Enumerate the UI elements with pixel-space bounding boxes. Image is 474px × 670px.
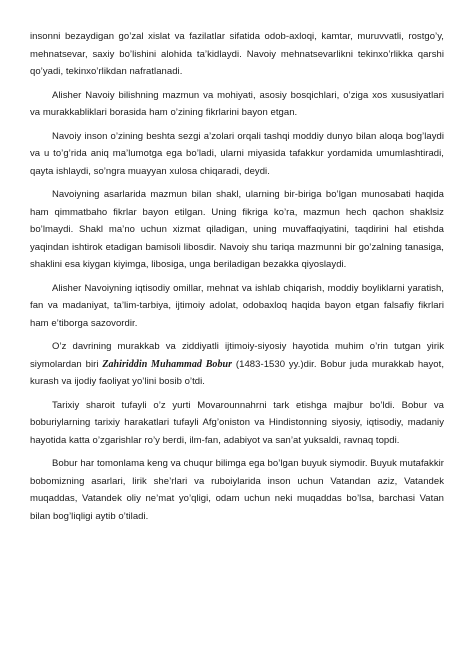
paragraph-6-before: O’z davrining murakkab va ziddiyatli ijtimoiy-siyosiy hayotida muhim o’rin tutgan yirik siymolardan biri <box>30 341 444 370</box>
document-page <box>30 28 444 531</box>
paragraph-6 <box>30 338 444 391</box>
paragraph-3: Navoiy inson o’zining beshta sezgi a’zolari orqali tashqi moddiy dunyo bilan aloqa bog’laydi va u to’g’rida aniq ma’lumotga ega bo’ladi, ularni miyasida tafakkur yordamida umumlashtiradi, qayta ishlaydi, so’ngra muayyan xulosa chiqaradi, deydi. <box>30 130 444 177</box>
paragraph-2: Alisher Navoiy bilishning mazmun va mohiyati, asosiy bosqichlari, o’ziga xos xususiyatlari va murakkabliklari borasida ham o’zining fikrlarini bayon etgan. <box>30 89 444 118</box>
paragraph-7: Tarixiy sharoit tufayli o’z yurti Movarounnahrni tark etishga majbur bo’ldi. Bobur va boburiylarning tarixiy harakatlari tufayli Afg’oniston va Hindistonning siyosiy, iqtisodiy, madaniy hayotida katta o’zgarishlar ro’y berdi, ilm-fan, adabiyot va san’at yuksaldi, ravnaq topdi. <box>30 399 444 446</box>
paragraph-5: Alisher Navoiyning iqtisodiy omillar, mehnat va ishlab chiqarish, moddiy boyliklarni yaratish, fan va madaniyat, ta’lim-tarbiya, ijtimoiy adolat, odobaxloq haqida bayon etgan falsafiy fikrlari ham e’tiborga sazovordir. <box>30 282 444 329</box>
highlighted-name: Zahiriddin Muhammad Bobur <box>102 358 233 370</box>
paragraph-4: Navoiyning asarlarida mazmun bilan shakl, ularning bir-biriga bo’lgan munosabati haqida ham qimmatbaho fikrlar bayon etilgan. Uning fikriga ko’ra, mazmun hech qachon shaklsiz bo’lmaydi. Shakl ma’no uchun xizmat qiladigan, uning muvaffaqiyatini, taqdirini hal etishda yaqindan ishtirok etadigan bamisoli libosdir. Navoiy shu tariqa mazmunni bir go’zalning tanasiga, shaklini esa kiygan kiyimga, libosiga, unga beriladigan bezakka qiyoslaydi. <box>30 189 444 270</box>
paragraph-8: Bobur har tomonlama keng va chuqur bilimga ega bo’lgan buyuk siymodir. Buyuk mutafakkir bobomizning asarlari, lirik she’rlari va ruboiylarida inson uchun Vatandan aziz, Vatandek muqaddas, Vatandek oliy ne’mat yo’qligi, odam uchun neki muqaddas bo’lsa, barchasi Vatan bilan bog’liqligi aytib o’tiladi. <box>30 458 444 522</box>
paragraph-6-after: (1483-1530 yy.)dir. Bobur juda murakkab hayot, kurash va ijodiy faoliyat yo’lini bosib o’tdi. <box>30 358 445 387</box>
paragraph-1: insonni bezaydigan go’zal xislat va fazilatlar sifatida odob-axloqi, kamtar, muruvvatli, rostgo’y, mehnatsevar, saxiy bo’lishini alohida ta’kidlaydi. Navoiy mehnatsevarlikni tekinxo’rlikka qarshi qo’yadi, tekinxo’rlikdan nafratlanadi. <box>30 31 444 77</box>
